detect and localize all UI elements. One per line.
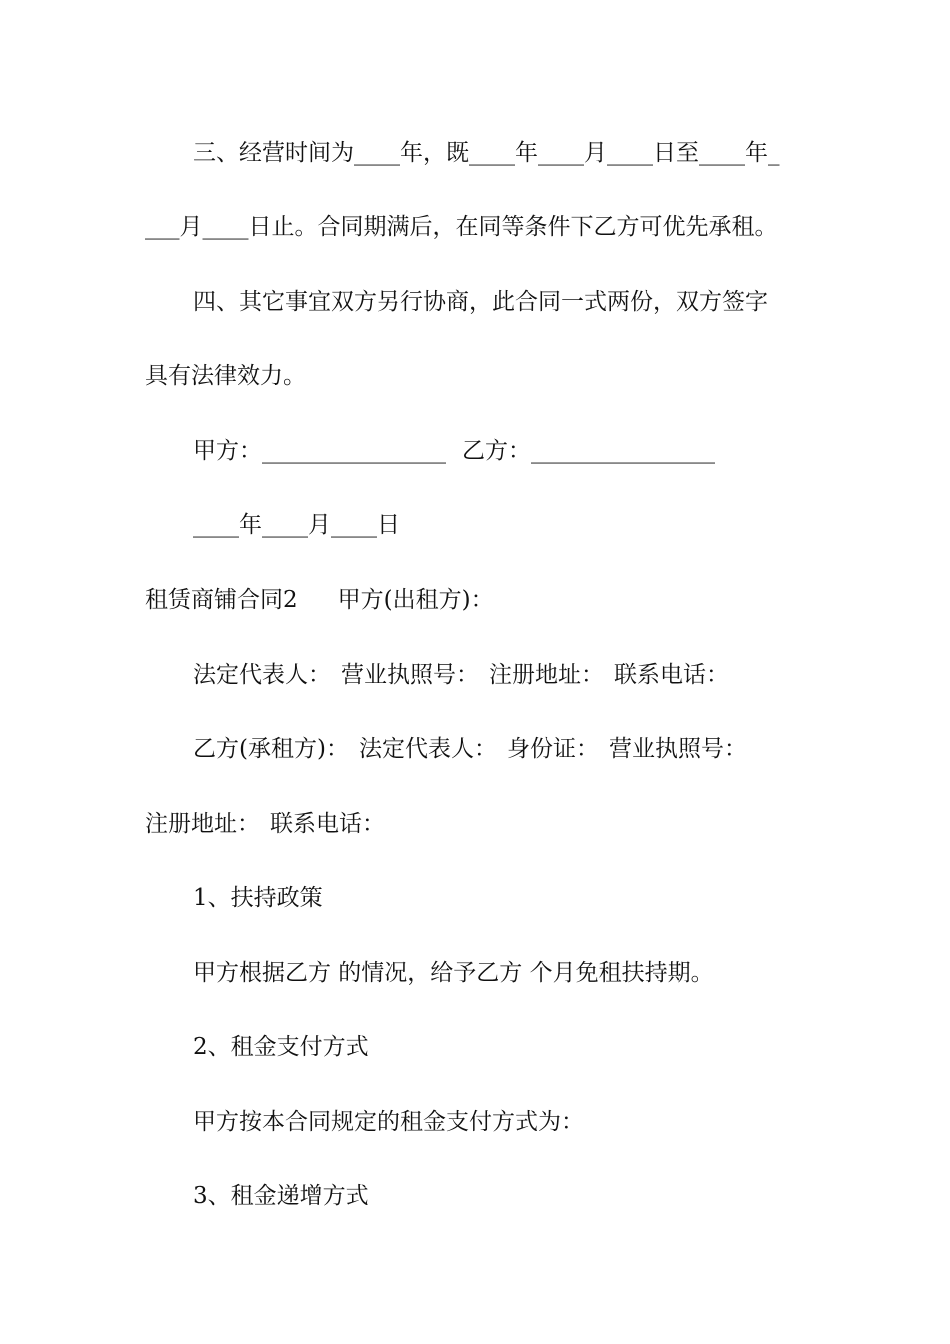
party-a-legal-rep: 法定代表人： [193,662,331,688]
contract-2-title: 租赁商铺合同2 [145,587,298,613]
party-a-license-no: 营业执照号： [341,662,479,688]
contract-2-header [145,585,825,615]
section-2-text: 甲方按本合同规定的租金支付方式为： [193,1109,584,1135]
party-b-legal-rep: 法定代表人： [358,736,497,762]
party-a-signature: 甲方：________________ [193,438,446,464]
clause-3-line-1: 三、经营时间为____年，既____年____月____日至____年_ [193,140,780,166]
section-3-heading: 3、租金递增方式 [193,1183,369,1209]
party-b-id-card: 身份证： [506,736,599,762]
clause-4-line-1: 四、其它事宜双方另行协商，此合同一式两份，双方签字 [193,289,768,315]
section-1-text: 甲方根据乙方 的情况，给予乙方 个月免租扶持期。 [193,960,714,986]
party-b-fields-line-2 [145,809,825,839]
clause-3-line-2: ___月____日止。合同期满后，在同等条件下乙方可优先承租。 [145,214,778,240]
signature-line [193,436,873,466]
party-b-phone: 联系电话： [270,811,385,837]
party-a-phone: 联系电话： [614,662,729,688]
section-2-heading: 2、租金支付方式 [193,1034,369,1060]
party-a-address: 注册地址： [489,662,604,688]
party-b-fields-line-1 [193,734,873,764]
party-b-signature: 乙方：________________ [462,438,715,464]
party-b-address: 注册地址： [145,811,260,837]
clause-4-line-2: 具有法律效力。 [145,363,306,389]
party-a-fields [193,660,873,690]
section-1-heading: 1、扶持政策 [193,885,323,911]
party-a-label: 甲方(出租方)： [337,587,494,613]
party-b-label: 乙方(承租方)： [193,736,349,762]
date-line: ____年____月____日 [193,512,400,538]
party-b-license-no: 营业执照号： [608,736,747,762]
